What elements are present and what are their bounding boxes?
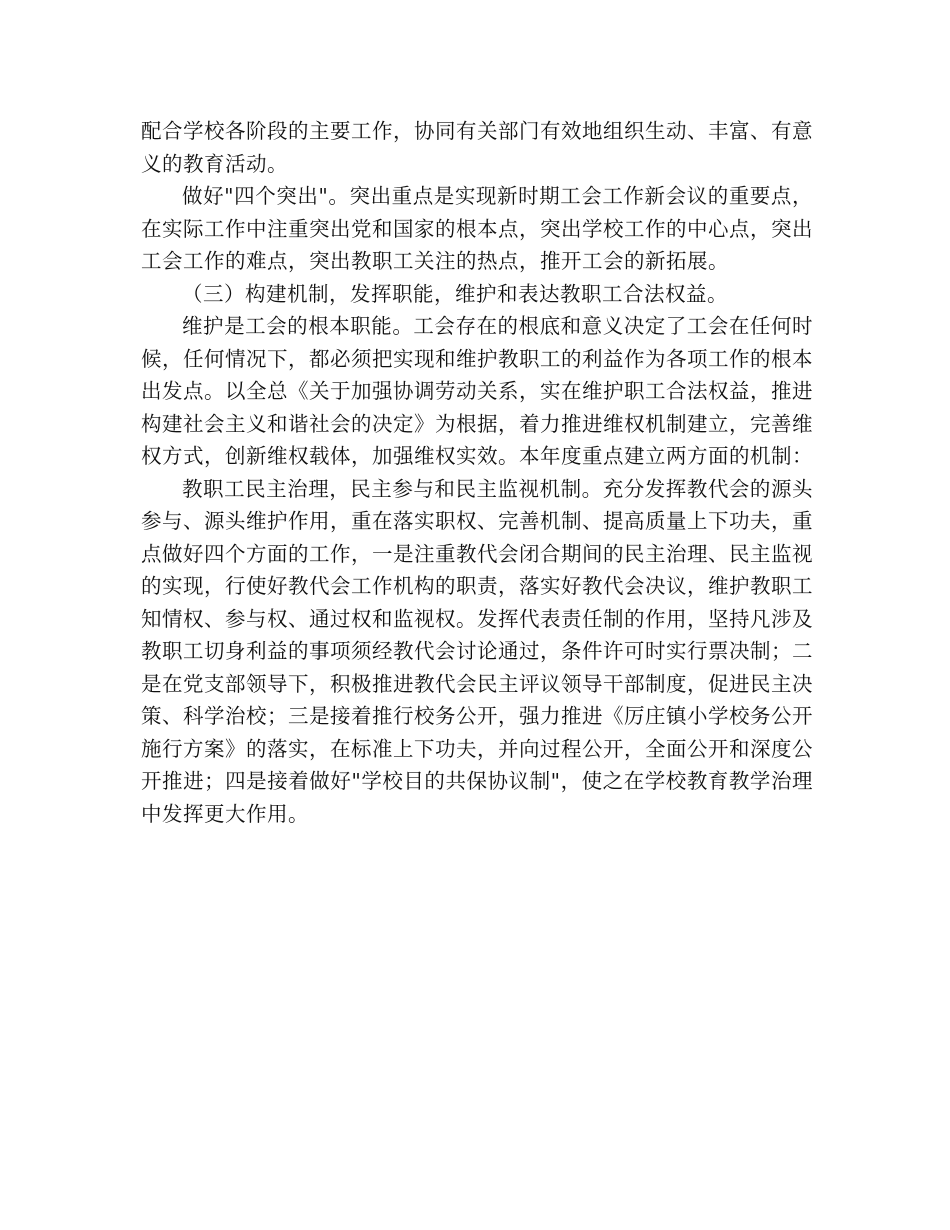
section-heading-three: （三）构建机制，发挥职能，维护和表达教职工合法权益。 (182, 281, 728, 306)
paragraph-continuation: 配合学校各阶段的主要工作，协同有关部门有效地组织生动、丰富、有意义的教育活动。 (141, 119, 813, 176)
paragraph-democratic-management: 教职工民主治理，民主参与和民主监视机制。充分发挥教代会的源头参与、源头维护作用，重在落实职权、完善机制、提高质量上下功夫，重点做好四个方面的工作，一是注重教代会闭合期间的民主治理、民主监视的实现，行使好教代会工作机构的职责，落实好教代会决议，维护教职工知情权、参与权、通过权和监视权。发挥代表责任制的作用，坚持凡涉及教职工切身利益的事项须经教代会讨论通过，条件许可时实行票决制；二是在党支部领导下，积极推进教代会民主评议领导干部制度，促进民主决策、科学治校；三是接着推行校务公开，强力推进《厉庄镇小学校务公开施行方案》的落实，在标准上下功夫，并向过程公开，全面公开和深度公开推进；四是接着做好"学校目的共保协议制"，使之在学校教育教学治理中发挥更大作用。 (141, 476, 813, 826)
paragraph-four-highlights: 做好"四个突出"。突出重点是实现新时期工会工作新会议的重要点，在实际工作中注重突出党和国家的根本点，突出学校工作的中心点，突出工会工作的难点，突出教职工关注的热点，推开工会的新拓展。 (141, 184, 813, 273)
document-body (141, 115, 813, 830)
paragraph-rights-protection: 维护是工会的根本职能。工会存在的根底和意义决定了工会在任何时候，任何情况下，都必须把实现和维护教职工的利益作为各项工作的根本出发点。以全总《关于加强协调劳动关系，实在维护职工合法权益，推进构建社会主义和谐社会的决定》为根据，着力推进维权机制建立，完善维权方式，创新维权载体，加强维权实效。本年度重点建立两方面的机制： (141, 314, 813, 468)
